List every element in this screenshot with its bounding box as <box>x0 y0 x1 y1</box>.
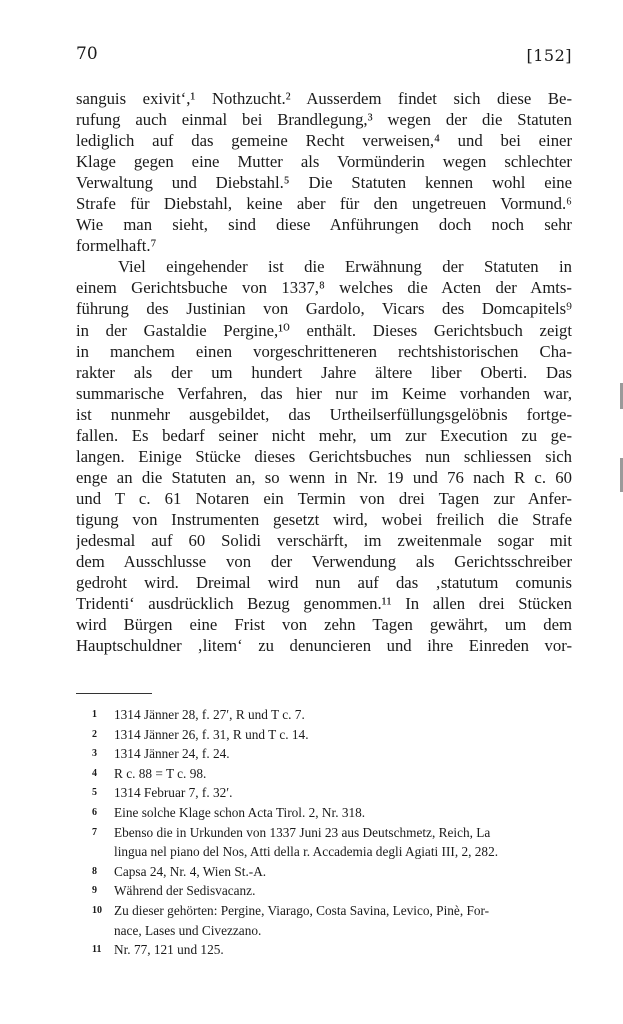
text-line: führung des Justinian von Gardolo, Vicars des Domcapitels⁹ <box>76 299 572 319</box>
text-line: ist nunmehr ausgebildet, das Urtheilserfüllungsgelöbnis fortge- <box>76 404 572 424</box>
footnote-text: 1314 Jänner 28, f. 27′, R und T c. 7. <box>114 707 305 722</box>
footnote-text: Während der Sedisvacanz. <box>114 883 256 899</box>
footnote <box>92 940 570 960</box>
footnote-text: nace, Lases und Civezzano. <box>114 922 262 938</box>
page-header <box>76 44 572 72</box>
body-text <box>76 88 572 656</box>
text-line: rakter als der um hundert Jahre ältere liber Oberti. Das <box>76 362 572 382</box>
footnote-number: 9 <box>92 885 97 897</box>
footnote <box>92 803 570 823</box>
text-line: summarische Verfahren, das hier nur im Keime vorhanden war, <box>76 383 572 403</box>
footnote <box>92 783 570 803</box>
footnote-text: Eine solche Klage schon Acta Tirol. 2, Nr. 318. <box>114 804 366 820</box>
text-line: und T c. 61 Notaren ein Termin von drei Tagen zur Anfer- <box>76 488 572 508</box>
text-line: Viel eingehender ist die Erwähnung der Statuten in <box>118 257 572 277</box>
text-line: dem Ausschlusse von der Verwendung als Gerichtsschreiber <box>76 552 572 572</box>
text-line: Strafe für Diebstahl, keine aber für den ungetreuen Vormund.⁶ <box>76 194 572 214</box>
text-line: lediglich auf das gemeine Recht verweisen,⁴ und bei einer <box>76 131 572 151</box>
footnote-number: 5 <box>92 787 97 799</box>
text-line: in der Gastaldie Pergine,¹⁰ enthält. Dieses Gerichtsbuch zeigt <box>76 320 572 340</box>
text-line: rufung auch einmal bei Brandlegung,³ wegen der die Statuten <box>76 110 572 130</box>
footnote-text: Capsa 24, Nr. 4, Wien St.-A. <box>114 863 267 879</box>
text-line: Verwaltung und Diebstahl.⁵ Die Statuten kennen wohl eine <box>76 173 572 193</box>
footnote-number: 2 <box>92 728 97 740</box>
footnote <box>92 881 570 901</box>
footnote <box>92 725 570 745</box>
footnote <box>92 764 570 784</box>
page-number: 70 <box>76 44 98 64</box>
footnote-number: 7 <box>92 826 97 838</box>
footnote <box>92 862 570 882</box>
text-line: Klage gegen eine Mutter als Vormünderin wegen schlechter <box>76 152 572 172</box>
footnote-text: 1314 Jänner 24, f. 24. <box>114 746 230 762</box>
footnote-number: 11 <box>92 944 102 956</box>
footnote-continuation <box>92 921 570 941</box>
text-line: einem Gerichtsbuche von 1337,⁸ welches die Acten der Amts- <box>76 278 572 298</box>
footnote <box>92 901 570 921</box>
text-line: langen. Einige Stücke dieses Gerichtsbuches nun schliessen sich <box>76 446 572 466</box>
page-reference: [152] <box>526 46 572 65</box>
footnote-text: lingua nel piano del Nos, Atti della r. Accademia degli Agiati III, 2, 282. <box>114 844 499 860</box>
footnote <box>92 705 570 725</box>
footnote-text: Nr. 77, 121 und 125. <box>114 942 224 958</box>
footnotes <box>92 705 570 960</box>
footnote-text: Zu dieser gehörten: Pergine, Viarago, Costa Savina, Levico, Pinè, For- <box>114 902 490 918</box>
footnote-text: 1314 Jänner 26, f. 31, R und T c. 14. <box>114 726 309 742</box>
footnote-text: Ebenso die in Urkunden von 1337 Juni 23 aus Deutschmetz, Reich, La <box>114 824 491 840</box>
text-line: enge an die Statuten an, so wenn in Nr. 19 und 76 nach R c. 60 <box>76 467 572 487</box>
text-line: jedesmal auf 60 Solidi verschärft, im zweitenmale sogar mit <box>76 530 572 550</box>
text-line: Tridenti‘ ausdrücklich Bezug genommen.¹¹ In allen drei Stücken <box>76 594 572 614</box>
footnote-text: R c. 88 = T c. 98. <box>114 765 207 781</box>
footnote-number: 8 <box>92 865 97 877</box>
footnote-number: 10 <box>92 904 102 916</box>
text-line: gedroht wird. Dreimal wird nun auf das ‚statutum comunis <box>76 573 572 593</box>
text-line: Wie man sieht, sind diese Anführungen doch noch sehr <box>76 215 572 235</box>
footnote-text: 1314 Februar 7, f. 32′. <box>114 785 233 801</box>
footnote-number: 1 <box>92 709 97 720</box>
text-line: Hauptschuldner ‚litem‘ zu denuncieren und ihre Einreden vor- <box>76 636 572 656</box>
footnote-number: 4 <box>92 767 97 779</box>
footnote-number: 6 <box>92 806 97 818</box>
footnote <box>92 744 570 764</box>
footnote <box>92 823 570 843</box>
text-line: in manchem einen vorgeschritteneren rechtshistorischen Cha- <box>76 341 572 361</box>
footnote-separator <box>76 693 152 694</box>
text-line: tigung von Instrumenten gesetzt wird, wobei freilich die Strafe <box>76 509 572 529</box>
text-line: wird Bürgen eine Frist von zehn Tagen gewährt, um dem <box>76 615 572 635</box>
text-line: sanguis exivit‘,¹ Nothzucht.² Ausserdem findet sich diese Be- <box>76 89 572 108</box>
text-line: fallen. Es bedarf seiner nicht mehr, um zur Execution zu ge- <box>76 425 572 445</box>
text-line: formelhaft.⁷ <box>76 236 157 256</box>
footnote-number: 3 <box>92 748 97 760</box>
footnote-continuation <box>92 842 570 862</box>
